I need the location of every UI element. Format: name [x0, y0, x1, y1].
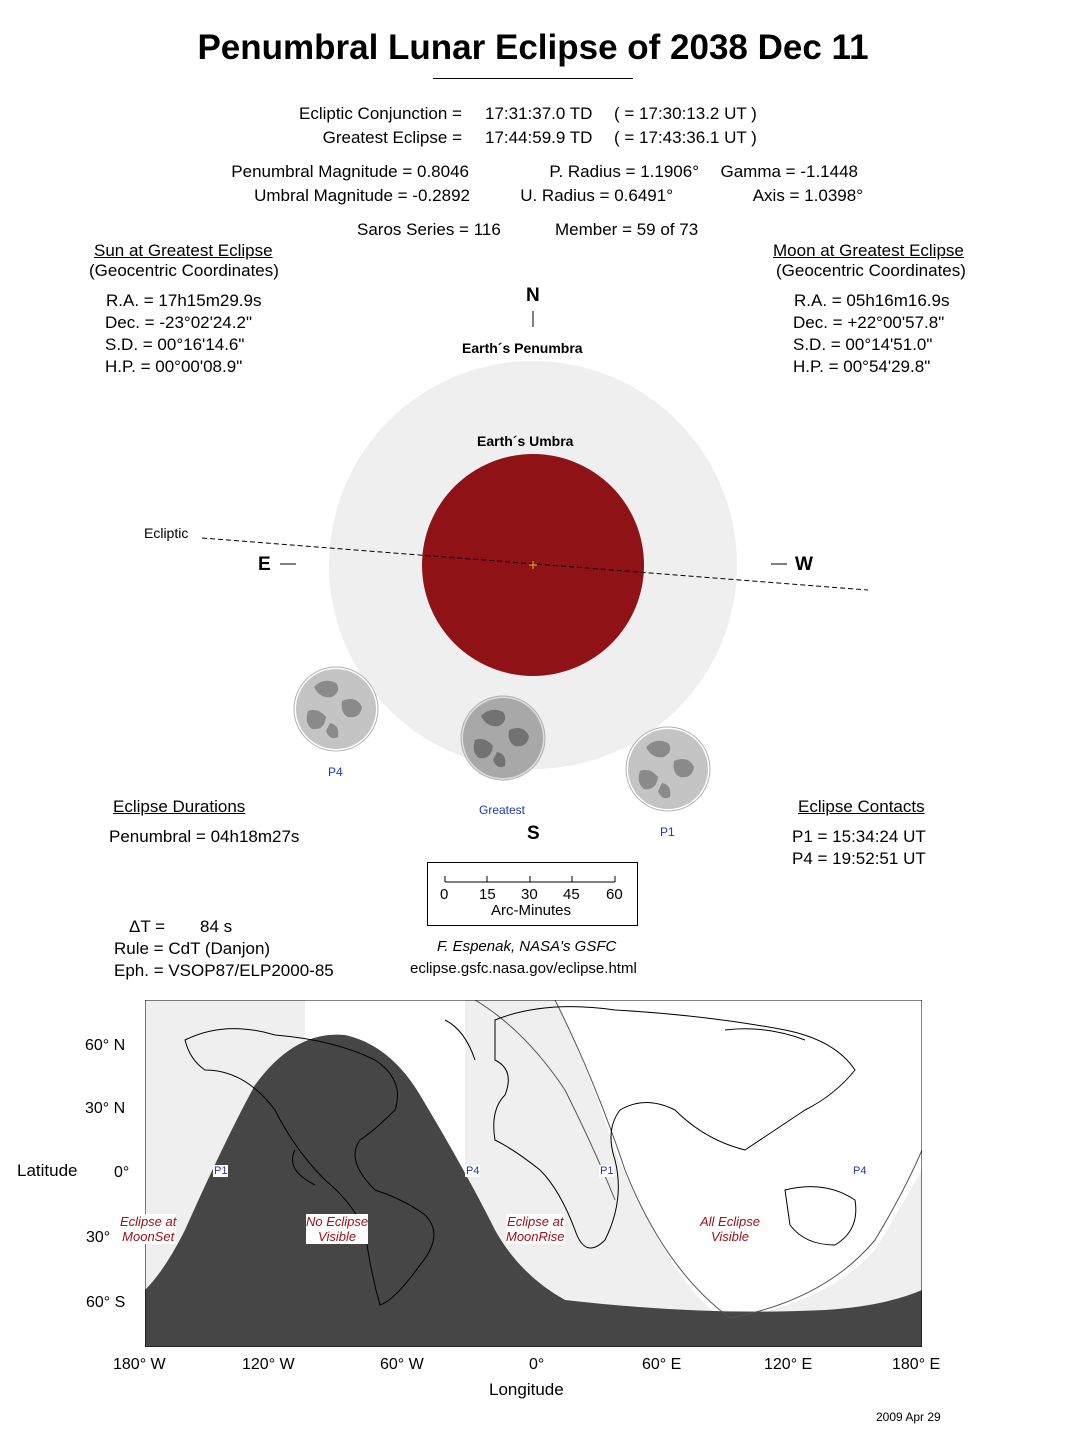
moon-ra: R.A. = 05h16m16.9s [794, 291, 950, 310]
conjunction-ut: ( = 17:30:13.2 UT ) [614, 104, 757, 123]
world-map [145, 1000, 922, 1347]
delta-t-value: 84 s [200, 917, 233, 936]
saros-series: Saros Series = 116 [357, 220, 501, 239]
saros-member: Member = 59 of 73 [555, 220, 699, 239]
moon-dec: Dec. = +22°00'57.8" [793, 313, 945, 332]
durations-heading: Eclipse Durations [113, 797, 246, 816]
u-radius: U. Radius = 0.6491° [520, 186, 673, 205]
scale-tick-60: 60 [606, 886, 623, 903]
map-p4-label-east: P4 [853, 1165, 867, 1177]
moon-p4 [294, 667, 378, 751]
contacts-heading: Eclipse Contacts [798, 797, 925, 816]
gamma: Gamma = -1.1448 [720, 162, 858, 181]
lon-tick-120e: 120° E [764, 1356, 813, 1373]
penumbra-label: Earth´s Penumbra [462, 340, 583, 356]
sun-sd: S.D. = 00°16'14.6" [105, 335, 245, 354]
moon-p1 [626, 727, 710, 811]
title-rule [433, 78, 633, 79]
scale-tick-45: 45 [563, 886, 580, 903]
umbra-label: Earth´s Umbra [477, 433, 574, 449]
penumbral-duration: Penumbral = 04h18m27s [109, 827, 300, 846]
map-p4-label-west: P4 [466, 1165, 480, 1177]
sun-subheading: (Geocentric Coordinates) [89, 261, 279, 280]
lon-tick-60e: 60° E [642, 1356, 682, 1373]
west-label: W [795, 554, 813, 575]
eclipse-diagram [0, 280, 1082, 850]
lat-tick-60n: 60° N [85, 1037, 126, 1054]
page-title: Penumbral Lunar Eclipse of 2038 Dec 11 [197, 28, 869, 67]
p-radius: P. Radius = 1.1906° [549, 162, 699, 181]
p1-moon-label: P1 [660, 825, 675, 839]
map-ylabel: Latitude [17, 1161, 78, 1180]
ephemeris: Eph. = VSOP87/ELP2000-85 [114, 961, 334, 980]
region-moonset: Eclipse at MoonSet [120, 1214, 177, 1244]
greatest-label: Greatest Eclipse = [322, 128, 462, 147]
lon-tick-120w: 120° W [242, 1356, 295, 1373]
moon-sd: S.D. = 00°14'51.0" [793, 335, 933, 354]
map-p1-label-east: P1 [600, 1165, 614, 1177]
credit-url: eclipse.gsfc.nasa.gov/eclipse.html [410, 960, 637, 977]
moon-subheading: (Geocentric Coordinates) [776, 261, 966, 280]
lon-tick-60w: 60° W [380, 1356, 424, 1373]
lat-tick-0: 0° [114, 1164, 130, 1181]
ecliptic-label: Ecliptic [144, 525, 189, 541]
p4-moon-label: P4 [328, 765, 343, 779]
moon-greatest [461, 696, 545, 780]
conjunction-td: 17:31:37.0 TD [485, 104, 593, 123]
greatest-moon-label: Greatest [479, 803, 526, 817]
lat-tick-60s: 60° S [86, 1294, 126, 1311]
publication-date: 2009 Apr 29 [876, 1410, 941, 1424]
north-label: N [526, 285, 540, 306]
axis: Axis = 1.0398° [752, 186, 863, 205]
delta-t-label: ΔT = [129, 917, 166, 936]
lon-tick-180w: 180° W [113, 1356, 166, 1373]
map-p1-label-west: P1 [214, 1165, 228, 1177]
rule: Rule = CdT (Danjon) [114, 939, 271, 958]
scale-label: Arc-Minutes [491, 902, 572, 919]
region-all-visible: All Eclipse Visible [700, 1214, 760, 1244]
scale-tick-30: 30 [521, 886, 538, 903]
scale-tick-15: 15 [479, 886, 496, 903]
greatest-ut: ( = 17:43:36.1 UT ) [614, 128, 757, 147]
south-label: S [527, 823, 540, 844]
sun-hp: H.P. = 00°00'08.9" [105, 357, 243, 376]
credit: F. Espenak, NASA's GSFC [437, 938, 617, 955]
scale-tick-0: 0 [440, 886, 449, 903]
moon-heading: Moon at Greatest Eclipse [773, 241, 964, 260]
sun-heading: Sun at Greatest Eclipse [94, 241, 273, 260]
map-xlabel: Longitude [489, 1380, 564, 1399]
region-no-eclipse: No Eclipse Visible [306, 1214, 369, 1244]
lon-tick-0: 0° [529, 1356, 545, 1373]
penumbral-magnitude: Penumbral Magnitude = 0.8046 [231, 162, 469, 181]
east-label: E [258, 554, 271, 575]
lon-tick-180e: 180° E [892, 1356, 941, 1373]
sun-ra: R.A. = 17h15m29.9s [106, 291, 262, 310]
conjunction-label: Ecliptic Conjunction = [298, 104, 462, 123]
lat-tick-30n: 30° N [85, 1100, 126, 1117]
contact-p1: P1 = 15:34:24 UT [792, 827, 926, 846]
lat-tick-30s: 30° [86, 1229, 111, 1246]
contact-p4: P4 = 19:52:51 UT [792, 849, 926, 868]
sun-dec: Dec. = -23°02'24.2" [105, 313, 252, 332]
region-moonrise: Eclipse at MoonRise [506, 1214, 565, 1244]
greatest-td: 17:44:59.9 TD [485, 128, 593, 147]
umbral-magnitude: Umbral Magnitude = -0.2892 [254, 186, 470, 205]
moon-hp: H.P. = 00°54'29.8" [793, 357, 931, 376]
